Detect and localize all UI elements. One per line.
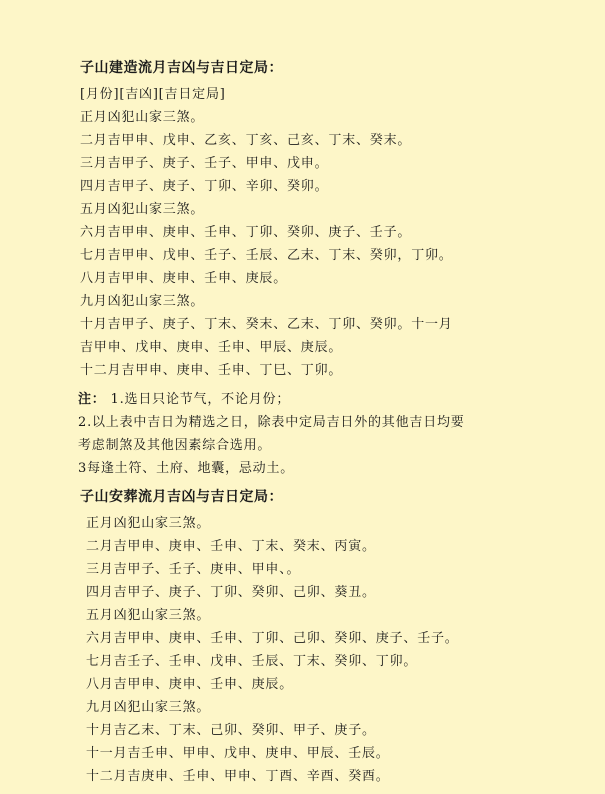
- section1-row: 十二月吉甲申、庚申、壬申、丁巳、丁卯。: [80, 363, 343, 378]
- section1-row: 十月吉甲子、庚子、丁末、癸末、乙末、丁卯、癸卯。十一月: [80, 317, 453, 332]
- section1-row: 七月吉甲申、戊申、壬子、壬辰、乙末、丁末、癸卯，丁卯。: [80, 248, 453, 263]
- section2-row: 七月吉壬子、壬申、戊申、壬辰、丁末、癸卯、丁卯。: [86, 654, 418, 669]
- section1-row: 三月吉甲子、庚子、壬子、甲申、戊申。: [80, 156, 329, 171]
- section2-row: 十二月吉庚申、壬申、甲申、丁酉、辛酉、癸酉。: [86, 769, 390, 784]
- notes-label: 注：: [78, 392, 106, 407]
- section2-row: 八月吉甲申、庚申、壬申、庚辰。: [86, 677, 294, 692]
- note-line-1: [78, 388, 290, 407]
- section2-row: 正月凶犯山家三煞。: [86, 516, 211, 531]
- note-line: 3每逢土符、土府、地囊，忌动土。: [78, 461, 295, 476]
- section1-title: 子山建造流月吉凶与吉日定局：: [80, 60, 283, 76]
- note-line: 考虑制煞及其他因素综合选用。: [78, 438, 272, 453]
- section1-row: 九月凶犯山家三煞。: [80, 294, 205, 309]
- section1-header: [月份][吉凶][吉日定局]: [80, 87, 226, 102]
- section2-row: 三月吉甲子、壬子、庚申、甲申、。: [86, 562, 301, 577]
- section2-row: 十一月吉壬申、甲申、戊申、庚申、甲辰、壬辰。: [86, 746, 390, 761]
- note-line: 2.以上表中吉日为精选之日，除表中定局吉日外的其他吉日均要: [78, 415, 465, 430]
- section1-row: 二月吉甲申、戊申、乙亥、丁亥、己亥、丁末、癸末。: [80, 133, 412, 148]
- section1-row: 吉甲申、戊申、庚申、壬申、甲辰、庚辰。: [80, 340, 343, 355]
- section2-row: 五月凶犯山家三煞。: [86, 608, 211, 623]
- note-text: 1.选日只论节气，不论月份；: [110, 392, 291, 407]
- section1-row: 正月凶犯山家三煞。: [80, 110, 205, 125]
- section2-title: 子山安葬流月吉凶与吉日定局：: [80, 489, 283, 505]
- section2-row: 十月吉乙末、丁末、己卯、癸卯、甲子、庚子。: [86, 723, 376, 738]
- section1-row: 六月吉甲申、庚申、壬申、丁卯、癸卯、庚子、壬子。: [80, 225, 412, 240]
- section2-row: 六月吉甲申、庚申、壬申、丁卯、己卯、癸卯、庚子、壬子。: [86, 631, 459, 646]
- section1-row: 八月吉甲申、庚申、壬申、庚辰。: [80, 271, 288, 286]
- section2-row: 四月吉甲子、庚子、丁卯、癸卯、己卯、葵丑。: [86, 585, 376, 600]
- section1-row: 四月吉甲子、庚子、丁卯、辛卯、癸卯。: [80, 179, 329, 194]
- section2-row: 二月吉甲申、庚申、壬申、丁末、癸末、丙寅。: [86, 539, 376, 554]
- section1-row: 五月凶犯山家三煞。: [80, 202, 205, 217]
- section2-row: 九月凶犯山家三煞。: [86, 700, 211, 715]
